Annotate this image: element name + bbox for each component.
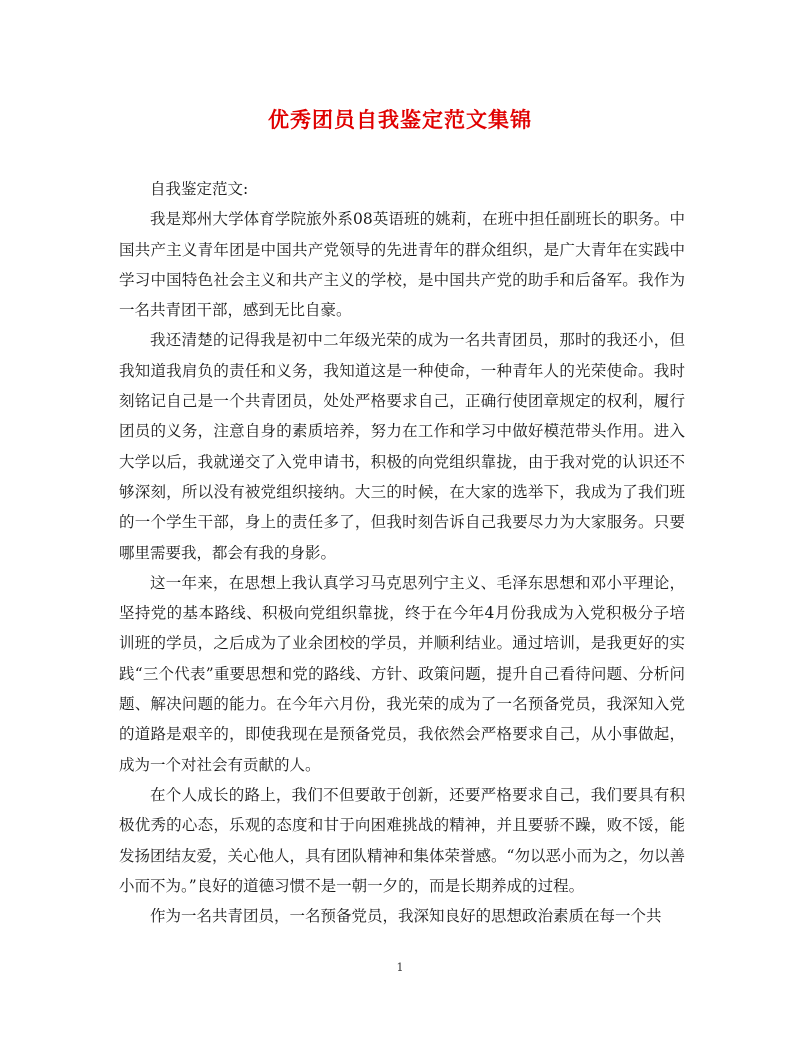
paragraph: 在个人成长的路上，我们不但要敢于创新，还要严格要求自己，我们要具有积极优秀的心态，乐观的态度和甘于向困难挑战的精神，并且要骄不躁，败不馁，能发扬团结友爱，关心他人，具有团队精神和集体荣誉感。“勿以恶小而为之，勿以善小而不为。”良好的道德习惯不是一朝一夕的，而是长期养成的过程。: [119, 785, 685, 895]
paragraph: 这一年来，在思想上我认真学习马克思列宁主义、毛泽东思想和邓小平理论，坚持党的基本路线、积极向党组织靠拢，终于在今年4月份我成为入党积极分子培训班的学员，之后成为了业余团校的学员，并顺利结业。通过培训，是我更好的实践“三个代表”重要思想和党的路线、方针、政策问题，提升自己看待问题、分析问题、解决问题的能力。在今年六月份，我光荣的成为了一名预备党员，我深知入党的道路是艰辛的，即使我现在是预备党员，我依然会严格要求自己，从小事做起，成为一个对社会有贡献的人。: [119, 573, 685, 774]
paragraph: 我还清楚的记得我是初中二年级光荣的成为一名共青团员，那时的我还小，但我知道我肩负的责任和义务，我知道这是一种使命，一种青年人的光荣使命。我时刻铭记自己是一个共青团员，处处严格要求自己，正确行使团章规定的权利，履行团员的义务，注意自身的素质培养，努力在工作和学习中做好模范带头作用。进入大学以后，我就递交了入党申请书，积极的向党组织靠拢，由于我对党的认识还不够深刻，所以没有被党组织接纳。大三的时候，在大家的选举下，我成为了我们班的一个学生干部，身上的责任多了，但我时刻告诉自己我要尽力为大家服务。只要哪里需要我，都会有我的身影。: [119, 331, 685, 562]
document-title: 优秀团员自我鉴定范文集锦: [268, 107, 532, 132]
page-number: 1: [396, 961, 404, 974]
paragraph: 我是郑州大学体育学院旅外系08英语班的姚莉，在班中担任副班长的职务。中国共产主义青年团是中国共产党领导的先进青年的群众组织，是广大青年在实践中学习中国特色社会主义和共产主义的学校，是中国共产党的助手和后备军。我作为一名共青团干部，感到无比自豪。: [119, 210, 685, 320]
paragraph: 作为一名共青团员，一名预备党员，我深知良好的思想政治素质在每一个共: [150, 907, 662, 926]
paragraph-heading: 自我鉴定范文:: [150, 180, 249, 198]
document-body: [119, 174, 685, 931]
